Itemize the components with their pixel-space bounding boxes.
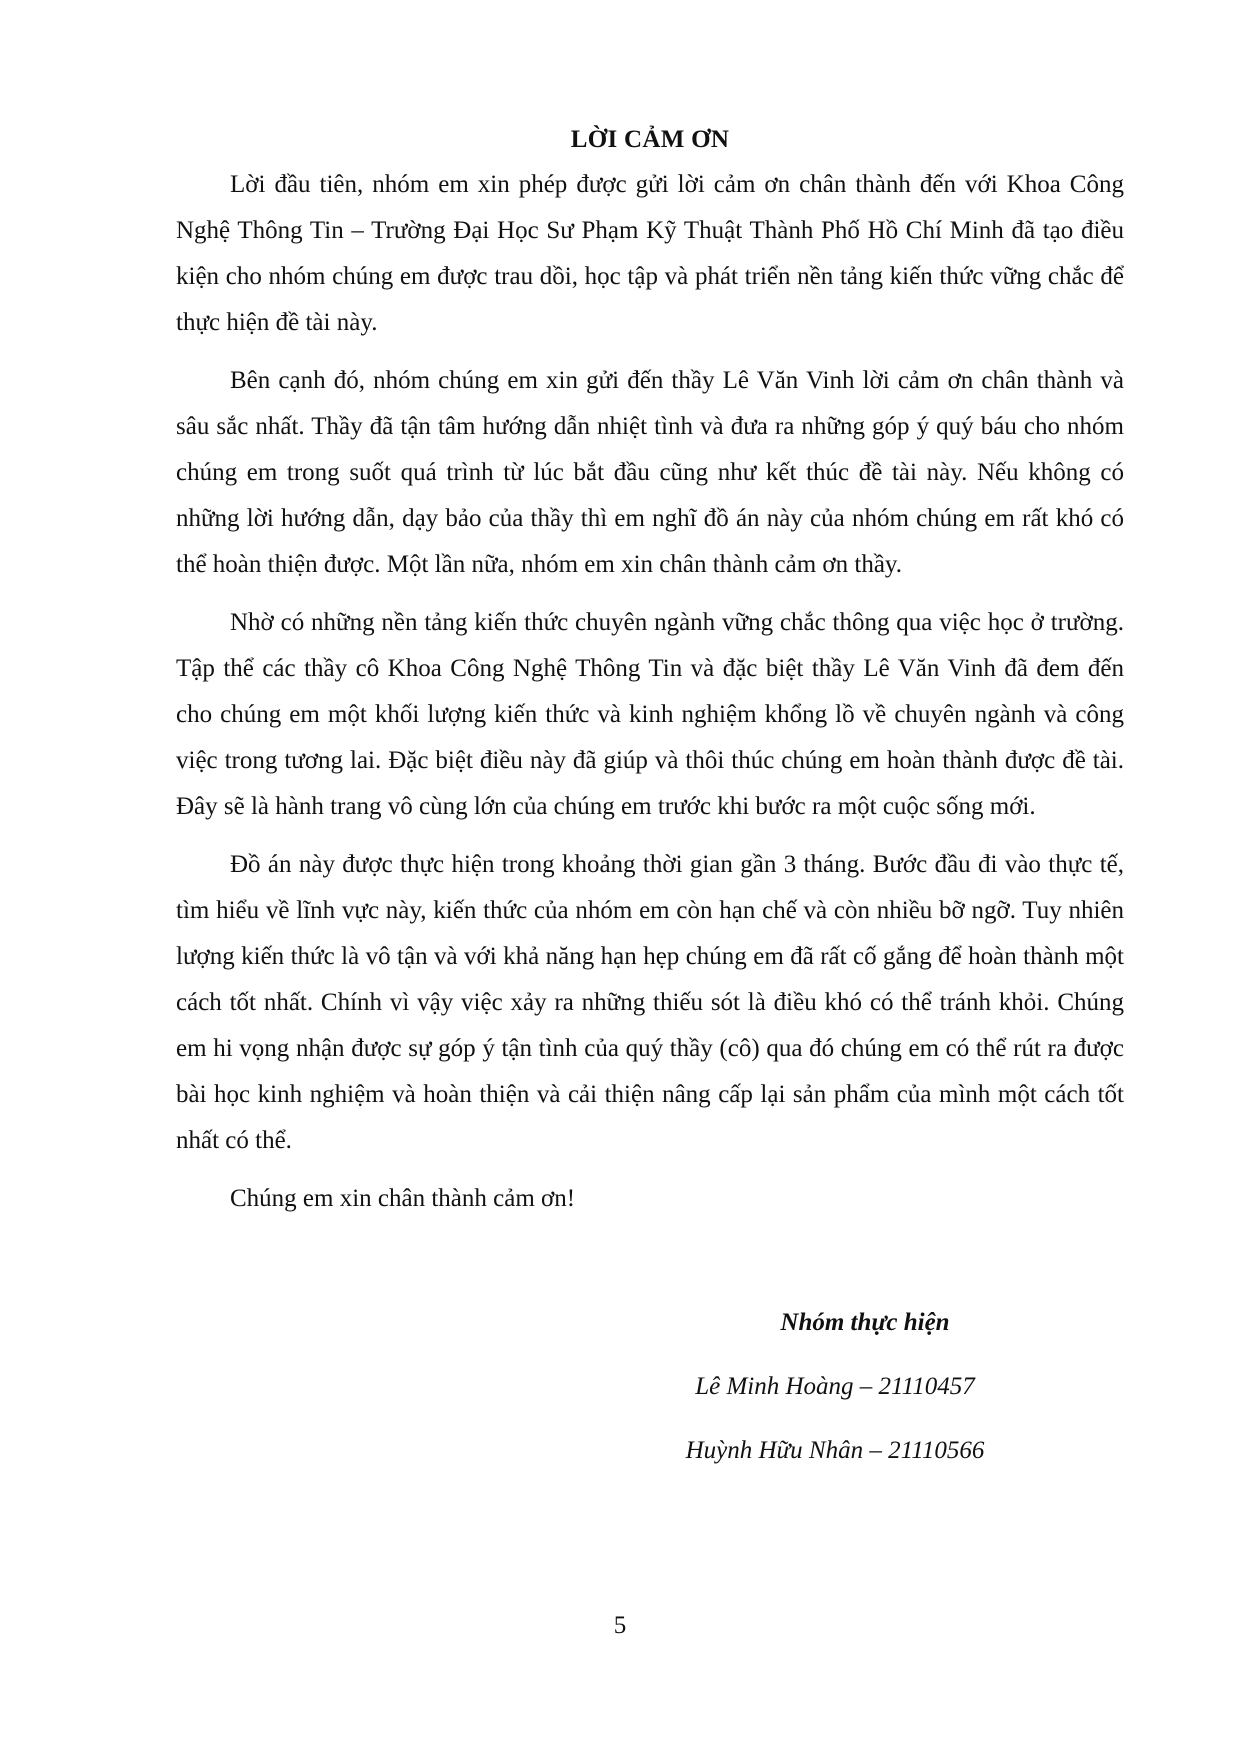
signature-member-2: Huỳnh Hữu Nhân – 21110566 <box>685 1437 985 1464</box>
signature-block <box>600 1300 1070 1474</box>
page-title: LỜI CẢM ƠN <box>570 126 730 153</box>
signature-heading: Nhóm thực hiện <box>780 1309 950 1336</box>
paragraph-4: Đồ án này được thực hiện trong khoảng thời gian gần 3 tháng. Bước đầu đi vào thực tế, tìm hiểu về lĩnh vực này, kiến thức của nhóm em còn hạn chế và còn nhiều bỡ ngỡ. Tuy nhiên lượng kiến thức là vô tận và với khả năng hạn hẹp chúng em đã rất cố gắng để hoàn thành một cách tốt nhất. Chính vì vậy việc xảy ra những thiếu sót là điều khó có thể tránh khỏi. Chúng em hi vọng nhận được sự góp ý tận tình của quý thầy (cô) qua đó chúng em có thể rút ra được bài học kinh nghiệm và hoàn thiện và cải thiện nâng cấp lại sản phẩm của mình một cách tốt nhất có thể. <box>176 851 1124 1154</box>
document-body <box>176 118 1124 1234</box>
signature-member-1: Lê Minh Hoàng – 21110457 <box>695 1373 975 1400</box>
paragraph-3: Nhờ có những nền tảng kiến thức chuyên ngành vững chắc thông qua việc học ở trường. Tập thể các thầy cô Khoa Công Nghệ Thông Tin và đặc biệt thầy Lê Văn Vinh đã đem đến cho chúng em một khối lượng kiến thức và kinh nghiệm khổng lồ về chuyên ngành và công việc trong tương lai. Đặc biệt điều này đã giúp và thôi thúc chúng em hoàn thành được đề tài. Đây sẽ là hành trang vô cùng lớn của chúng em trước khi bước ra một cuộc sống mới. <box>176 609 1124 820</box>
page-number: 5 <box>613 1612 627 1639</box>
closing-line: Chúng em xin chân thành cảm ơn! <box>230 1185 576 1212</box>
paragraph-2: Bên cạnh đó, nhóm chúng em xin gửi đến thầy Lê Văn Vinh lời cảm ơn chân thành và sâu sắc nhất. Thầy đã tận tâm hướng dẫn nhiệt tình và đưa ra những góp ý quý báu cho nhóm chúng em trong suốt quá trình từ lúc bắt đầu cũng như kết thúc đề tài này. Nếu không có những lời hướng dẫn, dạy bảo của thầy thì em nghĩ đồ án này của nhóm chúng em rất khó có thể hoàn thiện được. Một lần nữa, nhóm em xin chân thành cảm ơn thầy. <box>176 367 1124 578</box>
paragraph-1: Lời đầu tiên, nhóm em xin phép được gửi lời cảm ơn chân thành đến với Khoa Công Nghệ Thông Tin – Trường Đại Học Sư Phạm Kỹ Thuật Thành Phố Hồ Chí Minh đã tạo điều kiện cho nhóm chúng em được trau dồi, học tập và phát triển nền tảng kiến thức vững chắc để thực hiện đề tài này. <box>176 171 1124 336</box>
